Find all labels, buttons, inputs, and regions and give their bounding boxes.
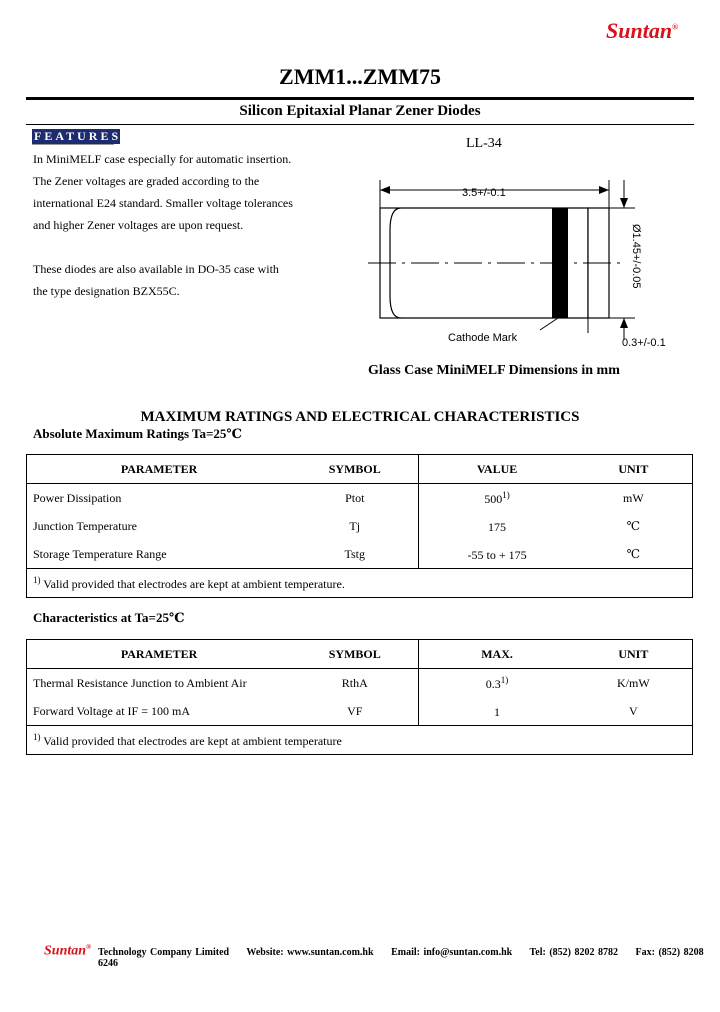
figure-caption: Glass Case MiniMELF Dimensions in mm <box>368 363 620 378</box>
characteristics-table <box>26 639 693 755</box>
cathode-leader <box>540 318 558 330</box>
unit-cell: ℃ <box>626 518 641 533</box>
value-cell: 175 <box>488 519 507 534</box>
param-cell: Forward Voltage at IF = 100 mA <box>33 703 190 718</box>
registered-mark: ® <box>672 22 679 32</box>
arrow-up-icon <box>620 318 628 328</box>
value-cell: -55 to + 175 <box>467 547 527 562</box>
subtitle-divider <box>26 124 694 125</box>
cathode-label: Cathode Mark <box>448 332 518 344</box>
table-row <box>27 512 693 540</box>
table-row <box>27 697 693 726</box>
absolute-ratings-table <box>26 454 693 598</box>
table-note-row <box>27 569 693 598</box>
features-line: the type designation BZX55C. <box>33 284 180 298</box>
page-subtitle: Silicon Epitaxial Planar Zener Diodes <box>239 103 481 119</box>
header-parameter: PARAMETER <box>27 455 292 484</box>
unit-cell: K/mW <box>616 675 650 690</box>
header-symbol: SYMBOL <box>291 640 419 669</box>
footer-email[interactable]: Email: info@suntan.com.hk <box>391 947 513 958</box>
arrow-down-icon <box>620 198 628 208</box>
ratings-section-title: MAXIMUM RATINGS AND ELECTRICAL CHARACTERISTICS <box>140 409 580 425</box>
symbol-cell: RthA <box>291 669 419 698</box>
table-row <box>27 484 693 513</box>
length-label: 3.5+/-0.1 <box>462 187 506 199</box>
header-unit: UNIT <box>575 455 693 484</box>
table-note-row <box>27 726 693 755</box>
unit-cell: ℃ <box>626 546 641 561</box>
unit-cell: mW <box>623 490 644 505</box>
features-line: These diodes are also available in DO-35 case with <box>33 262 279 276</box>
table-header-row <box>27 455 693 484</box>
header-value: VALUE <box>419 455 575 484</box>
header-unit: UNIT <box>575 640 693 669</box>
value-cell: 0.3$^{1)}$ <box>485 674 509 691</box>
footer-tel: Tel: (852) 8202 8782 <box>529 947 619 958</box>
footer-brand-logo: Suntan® <box>44 943 92 959</box>
table-footnote: $^{1)}$ Valid provided that electrodes are kept at ambient temperature. <box>27 569 693 598</box>
symbol-cell: Tj <box>291 512 419 540</box>
package-name: LL-34 <box>466 136 502 151</box>
arrow-right-icon <box>599 186 609 194</box>
absolute-ratings-title: Absolute Maximum Ratings Ta=25℃ <box>33 426 242 441</box>
table-footnote: $^{1)}$ Valid provided that electrodes are kept at ambient temperature <box>27 726 693 755</box>
header-parameter: PARAMETER <box>27 640 292 669</box>
features-line: The Zener voltages are graded according to the <box>33 174 260 188</box>
footer-website[interactable]: Website: www.suntan.com.hk <box>246 947 374 958</box>
param-cell: Junction Temperature <box>33 518 137 533</box>
footer-company: Technology Company Limited <box>98 947 230 958</box>
cap-label: 0.3+/-0.1 <box>622 337 666 349</box>
param-cell: Storage Temperature Range <box>33 546 167 561</box>
diameter-label: Ø1.45+/-0.05 <box>630 224 642 289</box>
features-text <box>33 148 293 302</box>
value-cell: 1 <box>494 704 501 719</box>
footer-contact <box>98 947 720 969</box>
header-max: MAX. <box>419 640 575 669</box>
features-line: international E24 standard. Smaller voltage tolerances <box>33 196 293 210</box>
page-title: ZMM1...ZMM75 <box>279 64 441 89</box>
param-cell: Power Dissipation <box>33 490 122 505</box>
features-line: In MiniMELF case especially for automatic insertion. <box>33 152 292 166</box>
features-underline <box>32 144 114 145</box>
brand-logo: Suntan® <box>606 18 679 43</box>
arrow-left-icon <box>380 186 390 194</box>
table-row <box>27 669 693 698</box>
table-row <box>27 540 693 569</box>
value-cell: 500$^{1)}$ <box>484 489 510 506</box>
characteristics-title: Characteristics at Ta=25℃ <box>33 610 185 625</box>
title-divider <box>26 97 694 100</box>
footer-fax: Fax: (852) 8208 6246 <box>98 947 704 969</box>
unit-cell: V <box>628 703 638 718</box>
features-line: and higher Zener voltages are upon request. <box>33 218 244 232</box>
table-header-row <box>27 640 693 669</box>
symbol-cell: Tstg <box>291 540 419 569</box>
header-symbol: SYMBOL <box>291 455 419 484</box>
features-heading: FEATURES <box>34 129 122 143</box>
symbol-cell: Ptot <box>291 484 419 513</box>
package-diagram <box>360 168 680 358</box>
symbol-cell: VF <box>291 697 419 726</box>
param-cell: Thermal Resistance Junction to Ambient Air <box>33 675 247 690</box>
